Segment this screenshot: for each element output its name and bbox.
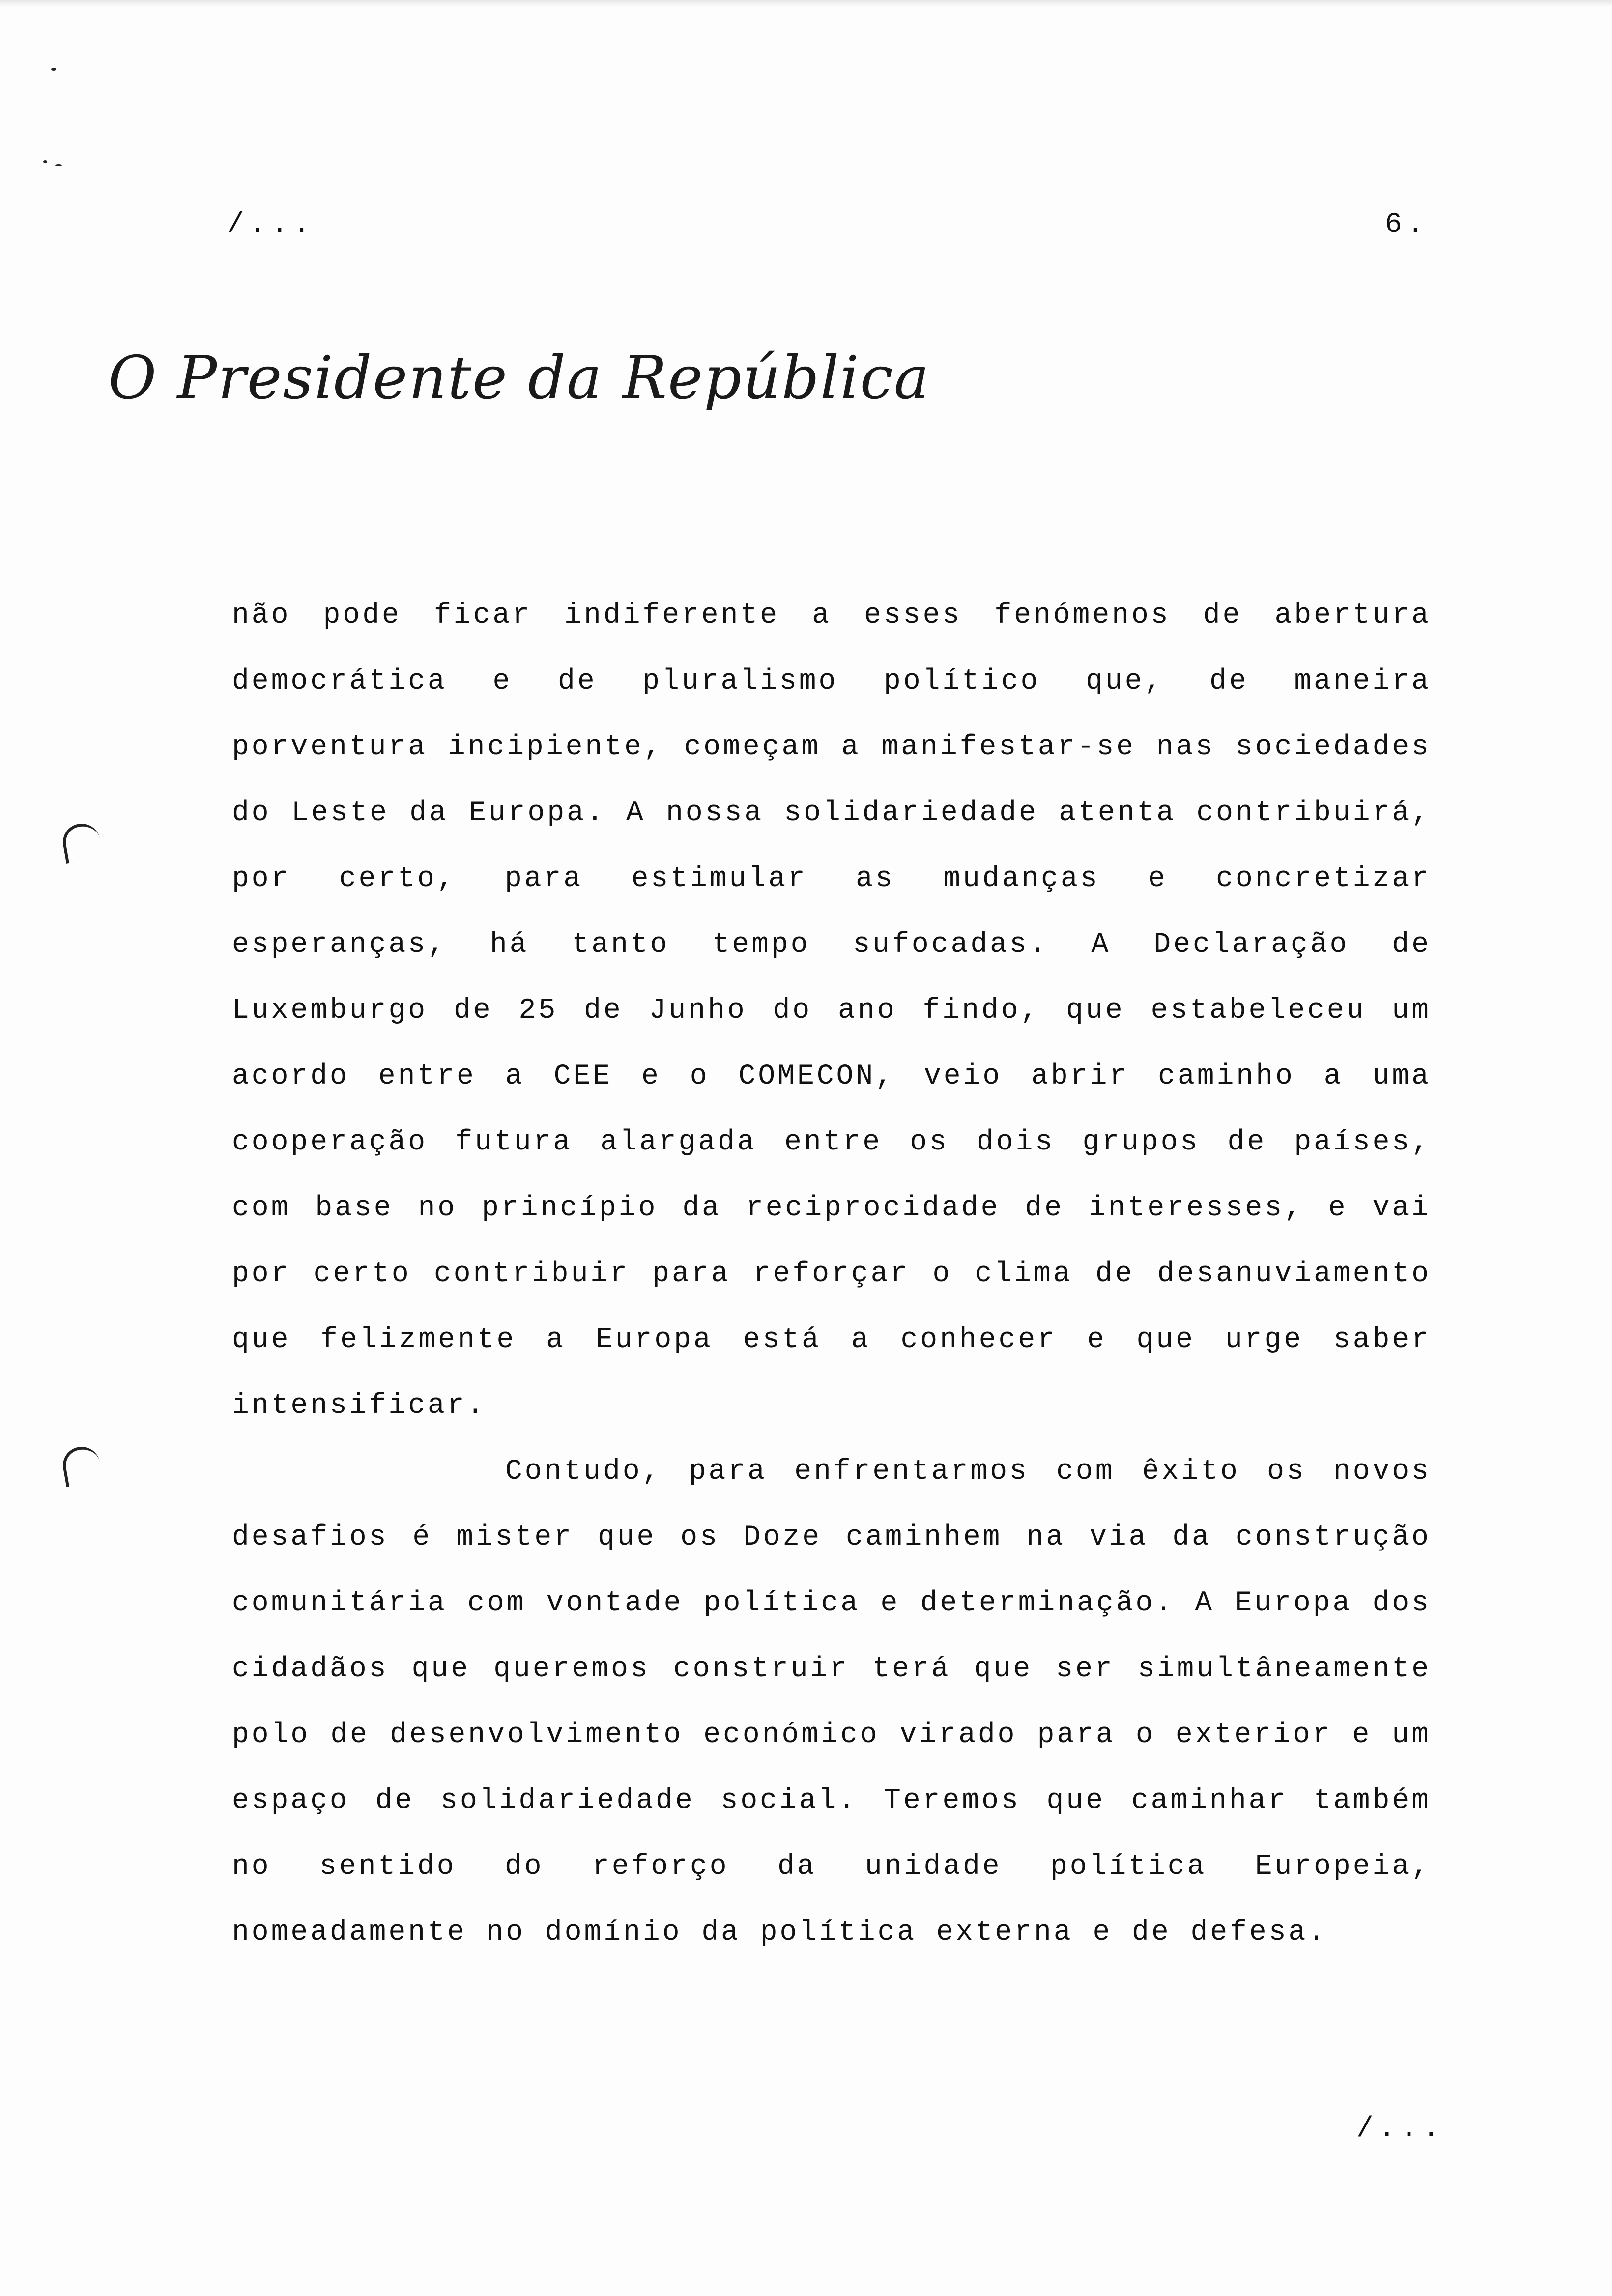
margin-bracket-mark xyxy=(60,821,103,864)
header-continuation-mark: /... xyxy=(227,209,316,241)
footer-continuation-mark: /... xyxy=(1356,2113,1445,2145)
letterhead-title: O Presidente da República xyxy=(108,344,930,412)
scan-top-edge xyxy=(0,0,1612,7)
scan-speck xyxy=(55,164,62,166)
body-paragraph: não pode ficar indiferente a esses fenómenos de abertura democrática e de pluralismo político que, de maneira porventura incipiente, começam a manifestar-se nas sociedades do Leste da Europa. A nossa solidariedade atenta contribuirá, por certo, para estimular as mudanças e concretizar esperanças, há tanto tempo sufocadas. A Declaração de Luxemburgo de 25 de Junho do ano findo, que estabeleceu um acordo entre a CEE e o COMECON, veio abrir caminho a uma cooperação futura alargada entre os dois grupos de países, com base no princípio da reciprocidade de interesses, e vai por certo contribuir para reforçar o clima de desanuviamento que felizmente a Europa está a conhecer e que urge saber intensificar. xyxy=(232,600,1431,1422)
page-number: 6. xyxy=(1385,209,1429,241)
scan-speck xyxy=(43,160,47,163)
scan-speck xyxy=(51,68,56,71)
margin-bracket-mark xyxy=(60,1444,103,1487)
body-paragraph: Contudo, para enfrentarmos com êxito os novos desafios é mister que os Doze caminhem na via da construção comunitária com vontade política e determinação. A Europa dos cidadãos que queremos construir terá que ser simultâneamente polo de desenvolvimento económico virado para o exterior e um espaço de solidariedade social. Teremos que caminhar também no sentido do reforço da unidade política Europeia, nomeadamente no domínio da política externa e de defesa. xyxy=(232,1456,1431,1949)
